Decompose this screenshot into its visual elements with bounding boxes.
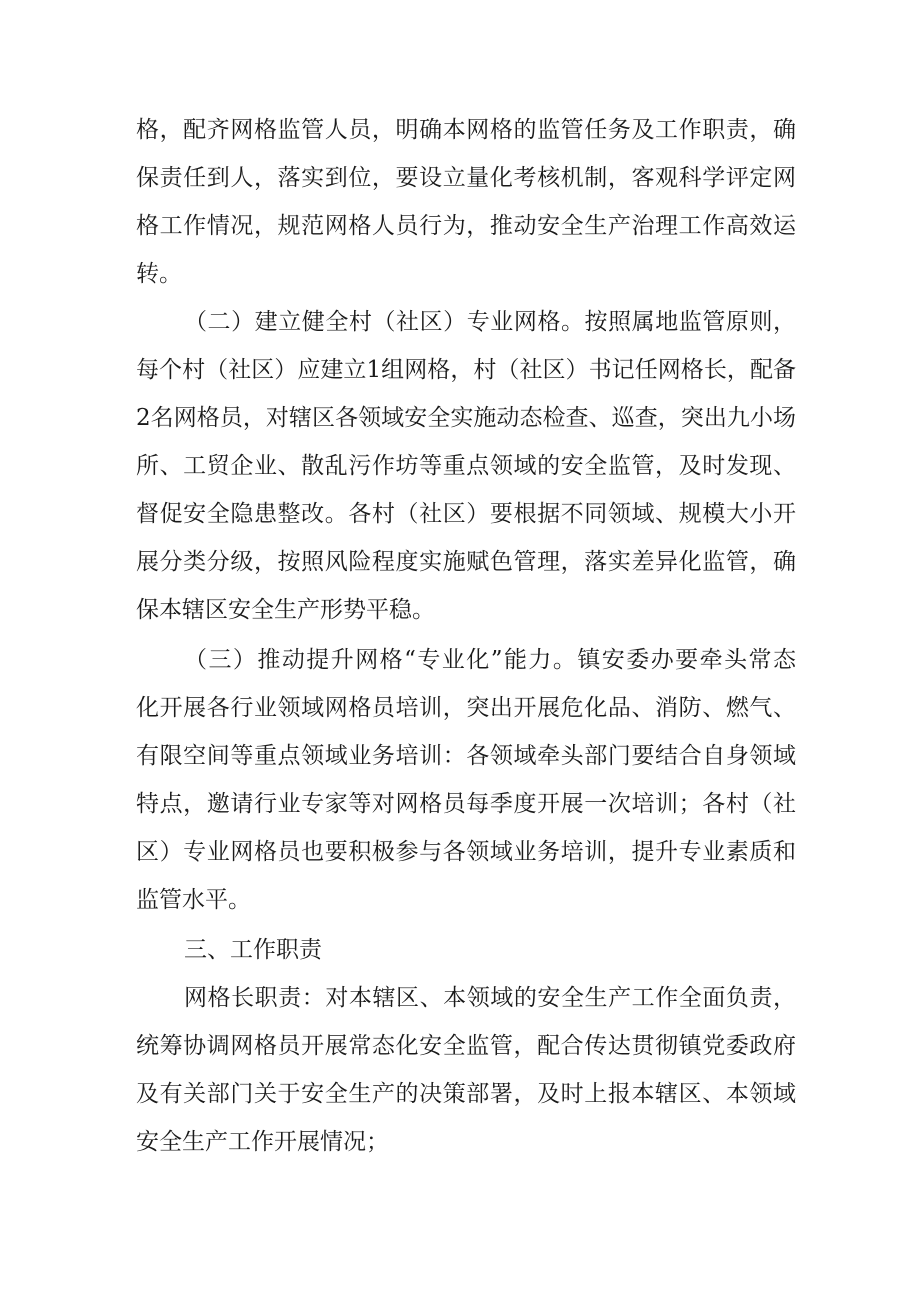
- paragraph-heading-3: （三）推动提升网格“专业化”能力。镇安委办要牵头常态: [184, 647, 796, 673]
- text-line: 保责任到人，落实到位，要设立量化考核机制，客观科学评定网: [136, 165, 796, 191]
- text-line: 安全生产工作开展情况；: [136, 1129, 389, 1155]
- text-line: 监管水平。: [136, 887, 251, 913]
- text-line: 格，配齐网格监管人员，明确本网格的监管任务及工作职责，确: [136, 117, 796, 143]
- paragraph-heading-2: （二）建立健全村（社区）专业网格。按照属地监管原则，: [184, 309, 796, 335]
- text-line: 化开展各行业领域网格员培训，突出开展危化品、消防、燃气、: [136, 695, 796, 721]
- text-line: 督促安全隐患整改。各村（社区）要根据不同领域、规模大小开: [136, 501, 796, 527]
- text-line: 所、工贸企业、散乱污作坊等重点领域的安全监管，及时发现、: [136, 453, 796, 479]
- text-line: 保本辖区安全生产形势平稳。: [136, 597, 435, 623]
- text-line: 网格长职责：对本辖区、本领域的安全生产工作全面负责，: [184, 985, 796, 1011]
- text-line: 特点，邀请行业专家等对网格员每季度开展一次培训；各村（社: [136, 791, 796, 817]
- section-heading: 三、工作职责: [184, 937, 322, 963]
- text-line: 有限空间等重点领域业务培训：各领域牵头部门要结合自身领域: [136, 743, 796, 769]
- text-line: 展分类分级，按照风险程度实施赋色管理，落实差异化监管，确: [136, 549, 796, 575]
- text-line: 区）专业网格员也要积极参与各领域业务培训，提升专业素质和: [136, 839, 796, 865]
- text-line: 及有关部门关于安全生产的决策部署，及时上报本辖区、本领域: [136, 1081, 796, 1107]
- text-line: 转。: [136, 261, 182, 287]
- text-line: 每个村（社区）应建立1组网格，村（社区）书记任网格长，配备: [136, 357, 796, 383]
- text-line: 格工作情况，规范网格人员行为，推动安全生产治理工作高效运: [136, 213, 796, 239]
- text-line: 2名网格员，对辖区各领域安全实施动态检查、巡查，突出九小场: [136, 405, 796, 431]
- text-line: 统筹协调网格员开展常态化安全监管，配合传达贯彻镇党委政府: [136, 1033, 796, 1059]
